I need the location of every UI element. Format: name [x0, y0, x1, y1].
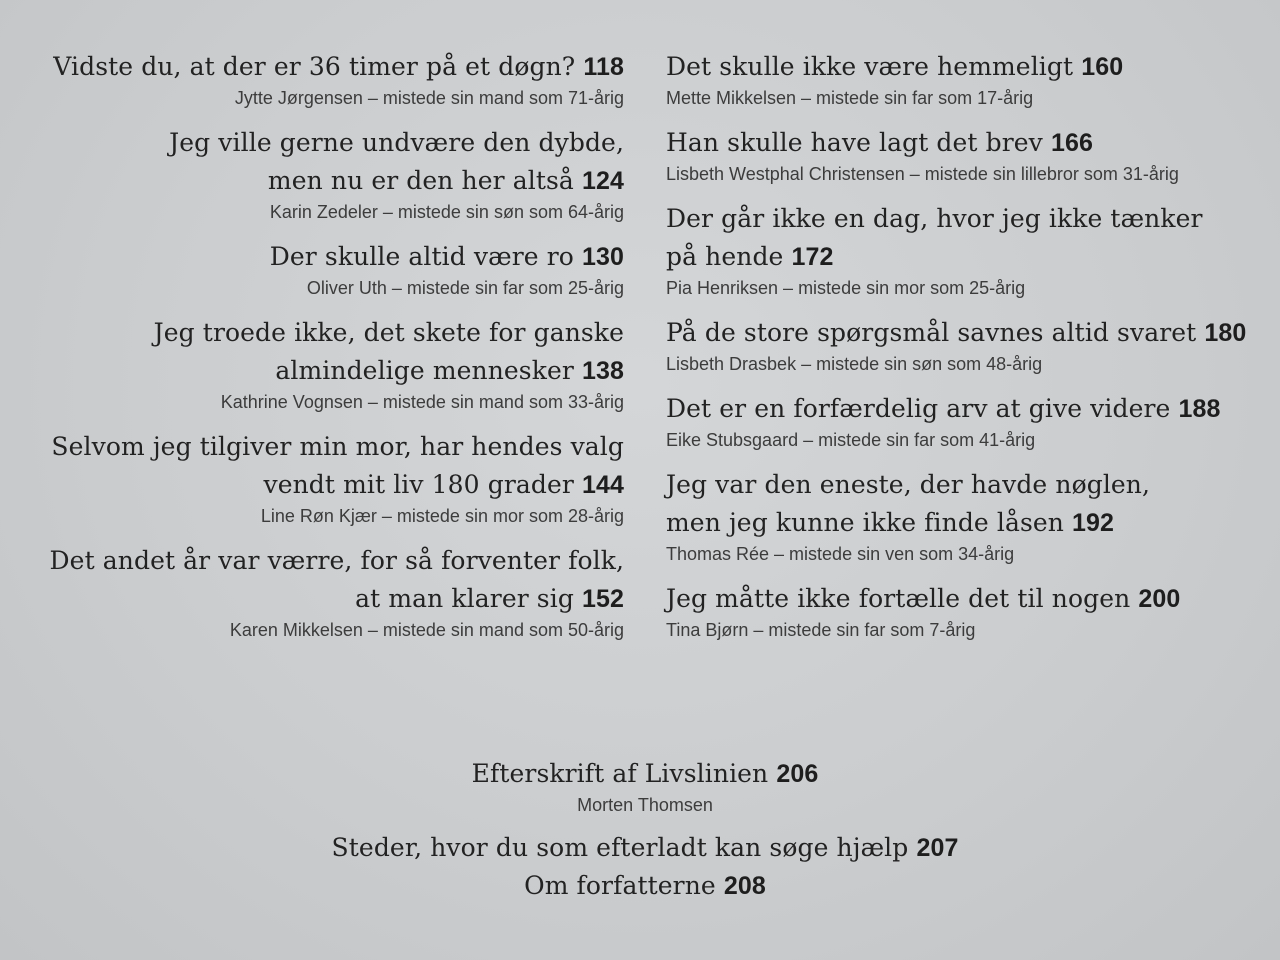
toc-entry-title	[666, 200, 1256, 238]
toc-bottom-section	[0, 755, 1280, 905]
toc-entry-title-text: Jeg var den eneste, der havde nøglen,	[666, 470, 1151, 499]
toc-entry-title-text: almindelige mennesker	[275, 356, 574, 385]
toc-entry-author: Line Røn Kjær – mistede sin mor som 28-årig	[260, 506, 624, 526]
toc-entry-author: Oliver Uth – mistede sin far som 25-årig	[306, 278, 624, 298]
toc-entry	[10, 829, 1280, 867]
toc-entry-title	[40, 542, 624, 580]
toc-page-number: 192	[1072, 509, 1115, 537]
toc-entry-title-text: på hende	[666, 242, 784, 271]
toc-left-column	[40, 48, 624, 656]
toc-page-number: 207	[916, 834, 959, 862]
toc-entry-title-text: Der skulle altid være ro	[269, 242, 574, 271]
toc-page-number: 188	[1178, 395, 1221, 423]
toc-page-number: 138	[581, 357, 624, 385]
toc-page-number: 166	[1050, 129, 1093, 157]
toc-entry-author: Tina Bjørn – mistede sin far som 7-årig	[666, 620, 976, 640]
toc-entry-title-text: Jeg måtte ikke fortælle det til nogen	[666, 584, 1131, 613]
toc-page-number: 200	[1138, 585, 1181, 613]
toc-entry-title	[666, 238, 1256, 276]
toc-entry	[666, 314, 1256, 376]
toc-entry-author: Morten Thomsen	[577, 795, 713, 815]
toc-entry-title	[666, 48, 1256, 86]
toc-entry-author: Jytte Jørgensen – mistede sin mand som 71-årig	[234, 88, 624, 108]
toc-entry	[40, 428, 624, 528]
toc-entry-title	[40, 314, 624, 352]
toc-entry-title-text: Vidste du, at der er 36 timer på et døgn?	[53, 52, 576, 81]
toc-entry-author: Thomas Rée – mistede sin ven som 34-årig	[666, 544, 1015, 564]
toc-entry-title	[40, 238, 624, 276]
toc-entry-title	[666, 314, 1256, 352]
toc-entry-title	[40, 352, 624, 390]
toc-entry	[666, 580, 1256, 642]
toc-page-number: 206	[776, 760, 819, 788]
toc-entry-author: Kathrine Vognsen – mistede sin mand som 33-årig	[220, 392, 624, 412]
toc-entry-title	[666, 124, 1256, 162]
toc-entry-title-text: Der går ikke en dag, hvor jeg ikke tænker	[666, 204, 1203, 233]
toc-entry-title	[10, 755, 1280, 793]
toc-entry	[10, 755, 1280, 817]
toc-entry-title-text: vendt mit liv 180 grader	[263, 470, 574, 499]
toc-page-number: 124	[581, 167, 624, 195]
toc-page-number: 180	[1204, 319, 1247, 347]
toc-right-column	[666, 48, 1256, 656]
toc-page-number: 144	[581, 471, 624, 499]
toc-entry-author: Mette Mikkelsen – mistede sin far som 17-årig	[666, 88, 1034, 108]
toc-entry-author: Lisbeth Westphal Christensen – mistede sin lillebror som 31-årig	[666, 164, 1179, 184]
toc-entry-title-text: Det er en forfærdelig arv at give videre	[666, 394, 1171, 423]
toc-entry-title-text: Efterskrift af Livslinien	[471, 759, 769, 788]
toc-entry-title	[666, 580, 1256, 618]
toc-entry-title	[10, 829, 1280, 867]
toc-entry	[666, 390, 1256, 452]
toc-entry	[666, 200, 1256, 300]
toc-entry	[666, 466, 1256, 566]
toc-entry-title	[10, 867, 1280, 905]
toc-page-number: 130	[581, 243, 624, 271]
toc-entry-author: Karen Mikkelsen – mistede sin mand som 50-årig	[229, 620, 624, 640]
toc-entry-title-text: Det andet år var værre, for så forventer folk,	[49, 546, 624, 575]
toc-entry-title-text: Jeg ville gerne undvære den dybde,	[169, 128, 624, 157]
toc-entry-title	[40, 580, 624, 618]
toc-entry-title-text: Om forfatterne	[524, 871, 716, 900]
toc-entry-title	[666, 390, 1256, 428]
toc-entry	[40, 238, 624, 300]
toc-entry-title-text: Selvom jeg tilgiver min mor, har hendes valg	[51, 432, 624, 461]
toc-page-number: 152	[581, 585, 624, 613]
toc-entry-author: Eike Stubsgaard – mistede sin far som 41-årig	[666, 430, 1036, 450]
toc-entry-title	[40, 124, 624, 162]
toc-entry-author: Lisbeth Drasbek – mistede sin søn som 48-årig	[666, 354, 1043, 374]
toc-entry	[666, 48, 1256, 110]
toc-entry-title	[40, 48, 624, 86]
toc-entry-author: Karin Zedeler – mistede sin søn som 64-årig	[269, 202, 624, 222]
toc-page-number: 118	[583, 53, 624, 81]
toc-entry	[40, 124, 624, 224]
toc-entry-title	[666, 466, 1256, 504]
toc-page-number: 160	[1081, 53, 1124, 81]
toc-entry-title	[40, 162, 624, 200]
toc-entry-title-text: Det skulle ikke være hemmeligt	[666, 52, 1074, 81]
toc-page-number: 172	[791, 243, 834, 271]
toc-entry	[40, 542, 624, 642]
toc-entry-author: Pia Henriksen – mistede sin mor som 25-årig	[666, 278, 1026, 298]
toc-entry-title-text: På de store spørgsmål savnes altid svaret	[666, 318, 1197, 347]
toc-entry	[40, 48, 624, 110]
toc-entry-title-text: men jeg kunne ikke finde låsen	[666, 508, 1064, 537]
toc-entry-title-text: Jeg troede ikke, det skete for ganske	[153, 318, 624, 347]
toc-entry-title	[666, 504, 1256, 542]
toc-entry-title-text: men nu er den her altså	[267, 166, 574, 195]
toc-entry-title-text: at man klarer sig	[355, 584, 574, 613]
toc-entry	[666, 124, 1256, 186]
toc-entry-title-text: Han skulle have lagt det brev	[666, 128, 1043, 157]
toc-entry	[10, 867, 1280, 905]
toc-entry-title-text: Steder, hvor du som efterladt kan søge hjælp	[331, 833, 909, 862]
toc-entry	[40, 314, 624, 414]
toc-page-number: 208	[723, 872, 766, 900]
toc-entry-title	[40, 428, 624, 466]
toc-entry-title	[40, 466, 624, 504]
